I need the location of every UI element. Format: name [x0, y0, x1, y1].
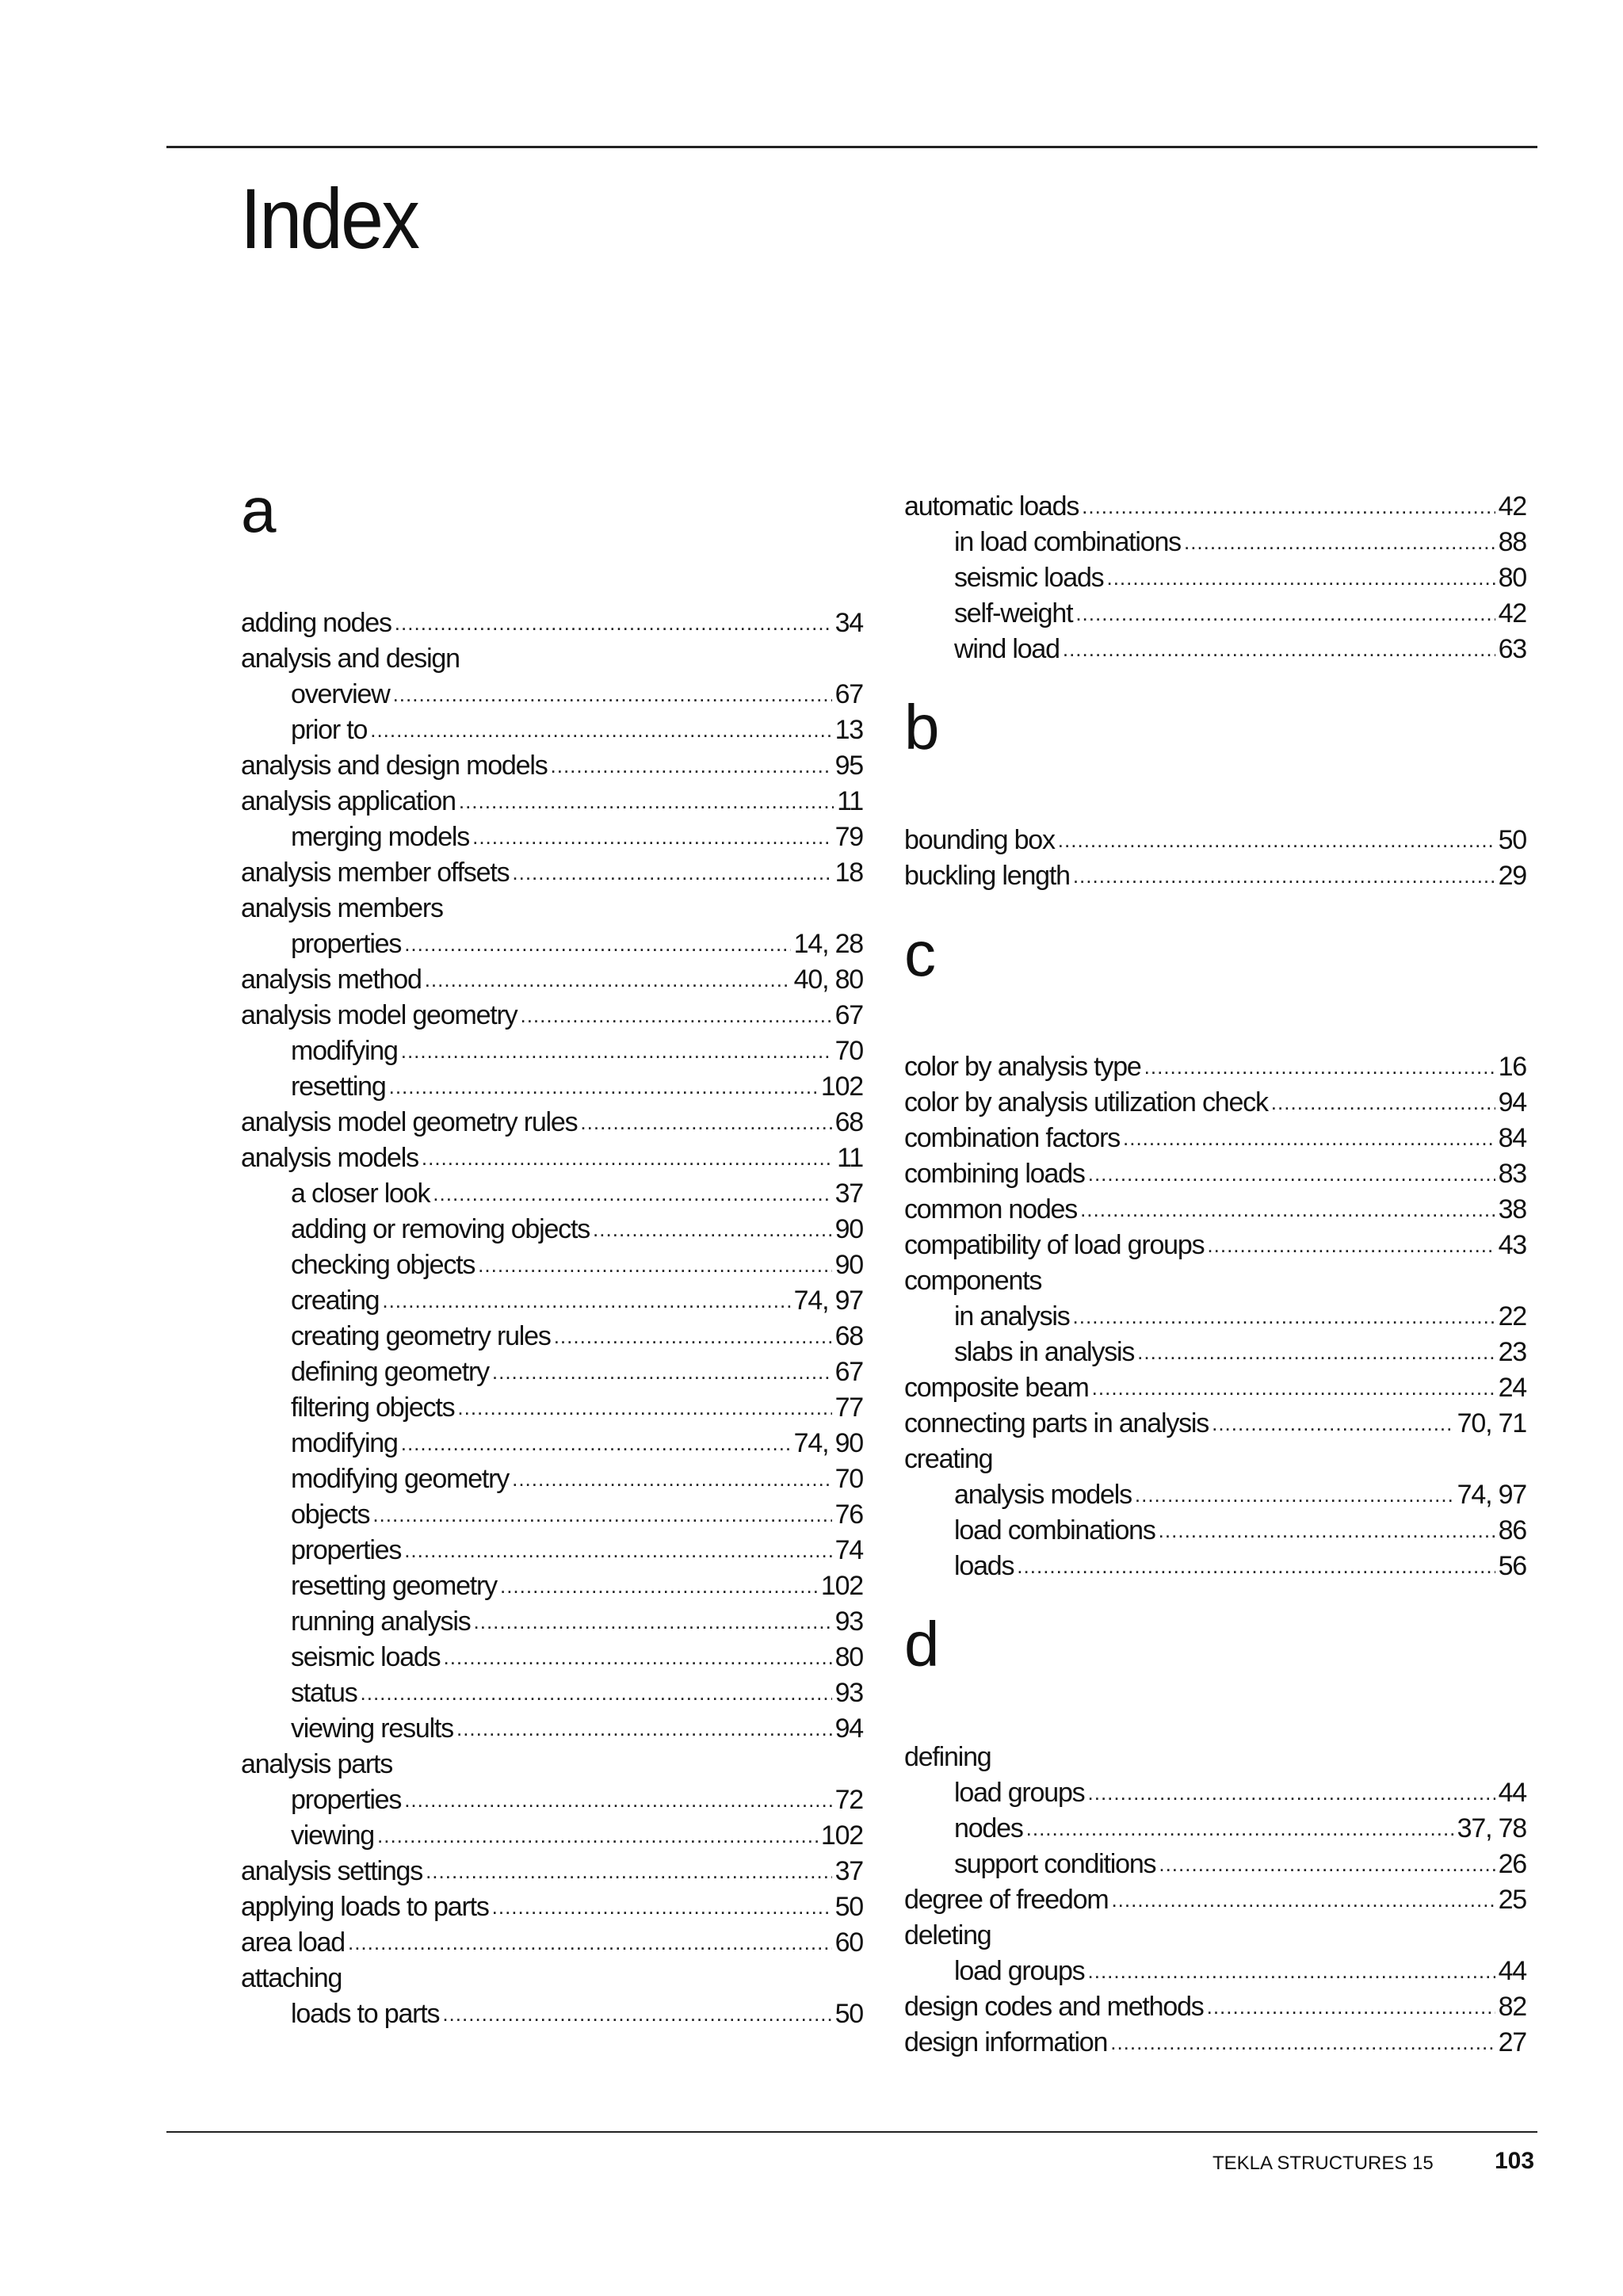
index-entry: [904, 1121, 1526, 1156]
entry-pages: 37, 78: [1457, 1813, 1526, 1843]
entry-term: analysis member offsets: [241, 858, 510, 888]
entry-term: objects: [291, 1499, 370, 1530]
index-entry: [904, 489, 1526, 525]
entry-term: color by analysis utilization check: [904, 1087, 1268, 1117]
section-letter: c: [904, 919, 936, 989]
entry-term: compatibility of load groups: [904, 1230, 1205, 1260]
dot-leader: [1135, 1476, 1454, 1513]
entry-term: seismic loads: [954, 563, 1104, 593]
dot-leader: [395, 604, 832, 641]
entry-pages: 84: [1498, 1123, 1526, 1153]
index-section: [904, 692, 1526, 894]
dot-leader: [580, 1103, 831, 1140]
index-entry: [241, 1854, 863, 1889]
index-entry: [904, 1049, 1526, 1085]
entry-term: loads to parts: [291, 1999, 440, 2029]
entry-term: seismic loads: [291, 1642, 441, 1672]
entry-term: in analysis: [954, 1301, 1070, 1331]
index-subentry: [241, 1426, 863, 1461]
entry-pages: 79: [834, 822, 863, 852]
entry-pages: 68: [834, 1321, 863, 1351]
index-subentry: [241, 1247, 863, 1283]
dot-leader: [1144, 1048, 1495, 1085]
dot-leader: [1063, 630, 1495, 667]
page-title: Index: [240, 170, 418, 266]
index-entry: [241, 606, 863, 641]
dot-leader: [401, 1424, 791, 1461]
entry-pages: 94: [834, 1713, 863, 1744]
index-subentry: [241, 1033, 863, 1069]
entry-term: analysis model geometry rules: [241, 1107, 578, 1137]
entry-term: loads: [954, 1551, 1014, 1581]
index-entry: [904, 1442, 1526, 1477]
entry-term: analysis models: [241, 1143, 418, 1173]
entry-pages: 34: [834, 608, 863, 638]
section-letter: a: [241, 475, 277, 545]
index-subentry: [241, 1212, 863, 1247]
section-letter: d: [904, 1609, 940, 1679]
dot-leader: [554, 1317, 832, 1354]
header-rule: [166, 146, 1537, 148]
entry-pages: 70: [834, 1036, 863, 1066]
entry-term: resetting: [291, 1072, 386, 1102]
entry-pages: 93: [834, 1606, 863, 1637]
entry-term: buckling length: [904, 861, 1070, 891]
entry-pages: 93: [834, 1678, 863, 1708]
entry-pages: 102: [820, 1072, 863, 1102]
entry-pages: 50: [1498, 825, 1526, 855]
index-subentry: [241, 677, 863, 712]
footer-product-name: TEKLA STRUCTURES 15: [1212, 2153, 1434, 2174]
dot-leader: [457, 1389, 831, 1426]
index-subentry: [241, 1283, 863, 1319]
entry-term: defining: [904, 1742, 991, 1772]
dot-leader: [1159, 1511, 1495, 1549]
entry-pages: 76: [834, 1499, 863, 1530]
entry-pages: 67: [834, 1357, 863, 1387]
index-entry: [904, 1406, 1526, 1442]
index-subentry: [241, 712, 863, 748]
entry-pages: 11: [837, 786, 863, 816]
dot-leader: [1137, 1333, 1495, 1370]
entry-term: analysis members: [241, 893, 443, 923]
section-letter: b: [904, 692, 940, 762]
index-subentry: [904, 1477, 1526, 1513]
entry-term: applying loads to parts: [241, 1892, 489, 1922]
entry-pages: 38: [1498, 1194, 1526, 1224]
dot-leader: [1106, 559, 1495, 596]
entry-pages: 72: [834, 1785, 863, 1815]
entry-term: load groups: [954, 1778, 1085, 1808]
index-subentry: [241, 1533, 863, 1568]
index-subentry: [241, 1818, 863, 1854]
entry-term: analysis application: [241, 786, 456, 816]
entry-pages: 102: [820, 1571, 863, 1601]
index-section: [904, 1609, 1526, 2061]
entry-term: analysis models: [954, 1480, 1132, 1510]
index-entry: [241, 962, 863, 998]
dot-leader: [492, 1888, 832, 1925]
entry-pages: 23: [1498, 1337, 1526, 1367]
entry-pages: 70, 71: [1457, 1408, 1526, 1438]
dot-leader: [1073, 1297, 1495, 1335]
index-entry: [241, 1105, 863, 1140]
index-entry: [241, 784, 863, 819]
index-entry: [904, 858, 1526, 894]
dot-leader: [348, 1924, 832, 1961]
entry-pages: 42: [1498, 491, 1526, 521]
entry-term: creating geometry rules: [291, 1321, 551, 1351]
index-entry: [241, 748, 863, 784]
entry-pages: 63: [1498, 634, 1526, 664]
entry-term: self-weight: [954, 598, 1073, 628]
index-entry: [241, 1925, 863, 1961]
index-entry: [904, 1263, 1526, 1299]
index-subentry: [241, 1497, 863, 1533]
entry-term: load groups: [954, 1956, 1085, 1986]
index-subentry: [241, 1604, 863, 1640]
index-section: [241, 475, 863, 2032]
entry-pages: 83: [1498, 1159, 1526, 1189]
index-subentry: [904, 560, 1526, 596]
entry-term: adding or removing objects: [291, 1214, 590, 1244]
entry-term: composite beam: [904, 1373, 1089, 1403]
index-entry: [904, 823, 1526, 858]
entry-term: nodes: [954, 1813, 1023, 1843]
index-entry: [904, 1918, 1526, 1954]
dot-leader: [426, 1852, 832, 1889]
entry-term: prior to: [291, 715, 368, 745]
dot-leader: [492, 1353, 832, 1390]
index-subentry: [241, 1711, 863, 1747]
dot-leader: [377, 1817, 818, 1854]
entry-pages: 40, 80: [793, 965, 863, 995]
entry-pages: 67: [834, 679, 863, 709]
index-subentry: [241, 1782, 863, 1818]
dot-leader: [512, 1460, 831, 1497]
entry-term: design codes and methods: [904, 1992, 1204, 2022]
dot-leader: [1058, 821, 1495, 858]
entry-pages: 13: [834, 715, 863, 745]
index-subentry: [241, 926, 863, 962]
entry-term: deleting: [904, 1920, 991, 1950]
dot-leader: [593, 1210, 832, 1247]
entry-pages: 56: [1498, 1551, 1526, 1581]
dot-leader: [1207, 1226, 1495, 1263]
index-subentry: [904, 1549, 1526, 1584]
entry-term: connecting parts in analysis: [904, 1408, 1209, 1438]
entry-pages: 14, 28: [793, 929, 863, 959]
entry-term: combining loads: [904, 1159, 1085, 1189]
index-section: [904, 919, 1526, 1584]
dot-leader: [372, 1496, 831, 1533]
footer-rule: [166, 2131, 1537, 2133]
entry-term: support conditions: [954, 1849, 1156, 1879]
entry-term: analysis and design: [241, 644, 460, 674]
dot-leader: [404, 1781, 831, 1818]
index-subentry: [241, 1176, 863, 1212]
entry-pages: 50: [834, 1999, 863, 2029]
entry-term: in load combinations: [954, 527, 1181, 557]
entry-term: merging models: [291, 822, 470, 852]
entry-term: wind load: [954, 634, 1060, 664]
dot-leader: [422, 1139, 834, 1176]
dot-leader: [551, 747, 832, 784]
index-subentry: [904, 1954, 1526, 1989]
dot-leader: [512, 854, 831, 891]
entry-term: running analysis: [291, 1606, 471, 1637]
index-entry: [241, 1747, 863, 1782]
entry-pages: 29: [1498, 861, 1526, 891]
dot-leader: [1184, 523, 1495, 560]
entry-pages: 27: [1498, 2027, 1526, 2057]
index-entry: [904, 1989, 1526, 2025]
entry-term: analysis and design models: [241, 751, 548, 781]
entry-pages: 74, 97: [793, 1286, 863, 1316]
index-entry: [904, 2025, 1526, 2061]
page-number: 103: [1495, 2148, 1535, 2174]
entry-term: adding nodes: [241, 608, 391, 638]
index-subentry: [241, 1461, 863, 1497]
dot-leader: [1092, 1369, 1495, 1406]
dot-leader: [382, 1282, 790, 1319]
entry-term: area load: [241, 1927, 345, 1958]
entry-pages: 24: [1498, 1373, 1526, 1403]
entry-term: creating: [291, 1286, 380, 1316]
entry-pages: 67: [834, 1000, 863, 1030]
entry-pages: 86: [1498, 1515, 1526, 1545]
entry-pages: 37: [834, 1856, 863, 1886]
index-subentry: [241, 819, 863, 855]
index-subentry: [241, 1354, 863, 1390]
index-subentry: [904, 596, 1526, 632]
entry-term: properties: [291, 1535, 402, 1565]
index-entry: [241, 1889, 863, 1925]
entry-pages: 90: [834, 1214, 863, 1244]
dot-leader: [1080, 1190, 1495, 1228]
entry-term: bounding box: [904, 825, 1055, 855]
entry-term: status: [291, 1678, 357, 1708]
index-subentry: [241, 1390, 863, 1426]
entry-term: properties: [291, 929, 402, 959]
dot-leader: [370, 711, 831, 748]
index-subentry: [904, 1847, 1526, 1882]
entry-pages: 74, 97: [1457, 1480, 1526, 1510]
entry-pages: 95: [834, 751, 863, 781]
entry-pages: 77: [834, 1392, 863, 1423]
entry-term: automatic loads: [904, 491, 1079, 521]
dot-leader: [500, 1567, 818, 1604]
index-subentry: [904, 1335, 1526, 1370]
entry-pages: 44: [1498, 1778, 1526, 1808]
dot-leader: [1073, 857, 1495, 894]
index-subentry: [241, 1996, 863, 2032]
entry-pages: 11: [837, 1143, 863, 1173]
entry-term: a closer look: [291, 1179, 430, 1209]
index-subentry: [904, 1299, 1526, 1335]
index-subentry: [241, 1640, 863, 1675]
entry-pages: 50: [834, 1892, 863, 1922]
index-entry: [904, 1740, 1526, 1775]
index-entry: [241, 641, 863, 677]
index-entry: [904, 1156, 1526, 1192]
entry-term: viewing: [291, 1820, 374, 1851]
entry-pages: 43: [1498, 1230, 1526, 1260]
entry-pages: 80: [834, 1642, 863, 1672]
entry-pages: 70: [834, 1464, 863, 1494]
index-subentry: [904, 1811, 1526, 1847]
entry-term: modifying: [291, 1036, 398, 1066]
entry-pages: 37: [834, 1179, 863, 1209]
dot-leader: [1082, 487, 1495, 525]
dot-leader: [425, 961, 791, 998]
dot-leader: [404, 1531, 831, 1568]
entry-pages: 80: [1498, 563, 1526, 593]
dot-leader: [1088, 1952, 1495, 1989]
index-subentry: [241, 1319, 863, 1354]
entry-term: load combinations: [954, 1515, 1155, 1545]
dot-leader: [1110, 2023, 1495, 2061]
entry-term: overview: [291, 679, 390, 709]
entry-term: creating: [904, 1444, 993, 1474]
index-entry: [241, 891, 863, 926]
dot-leader: [1088, 1155, 1495, 1192]
entry-pages: 42: [1498, 598, 1526, 628]
index-entry: [241, 855, 863, 891]
dot-leader: [442, 1995, 831, 2032]
entry-pages: 68: [834, 1107, 863, 1137]
index-entry: [241, 1140, 863, 1176]
index-subentry: [904, 525, 1526, 560]
dot-leader: [1207, 1988, 1495, 2025]
entry-term: resetting geometry: [291, 1571, 497, 1601]
entry-pages: 26: [1498, 1849, 1526, 1879]
index-subentry: [241, 1069, 863, 1105]
dot-leader: [404, 925, 790, 962]
entry-term: analysis model geometry: [241, 1000, 517, 1030]
dot-leader: [1111, 1881, 1495, 1918]
index-entry: [904, 1228, 1526, 1263]
dot-leader: [389, 1068, 818, 1105]
entry-term: attaching: [241, 1963, 342, 1993]
entry-term: color by analysis type: [904, 1052, 1141, 1082]
index-subentry: [241, 1568, 863, 1604]
entry-term: degree of freedom: [904, 1885, 1109, 1915]
entry-term: properties: [291, 1785, 402, 1815]
entry-term: filtering objects: [291, 1392, 455, 1423]
entry-pages: 90: [834, 1250, 863, 1280]
index-entry: [904, 1882, 1526, 1918]
dot-leader: [1271, 1083, 1495, 1121]
entry-pages: 94: [1498, 1087, 1526, 1117]
entry-term: common nodes: [904, 1194, 1078, 1224]
entry-term: slabs in analysis: [954, 1337, 1135, 1367]
entry-pages: 25: [1498, 1885, 1526, 1915]
index-subentry: [904, 1775, 1526, 1811]
entry-term: analysis method: [241, 965, 422, 995]
index-column-right: [904, 489, 1526, 2061]
entry-pages: 16: [1498, 1052, 1526, 1082]
entry-term: modifying geometry: [291, 1464, 510, 1494]
dot-leader: [1159, 1845, 1495, 1882]
entry-term: analysis parts: [241, 1749, 393, 1779]
dot-leader: [459, 782, 834, 819]
dot-leader: [361, 1674, 832, 1711]
entry-term: modifying: [291, 1428, 398, 1458]
index-column-left: [241, 475, 863, 2032]
entry-term: viewing results: [291, 1713, 453, 1744]
dot-leader: [1212, 1404, 1454, 1442]
dot-leader: [520, 996, 831, 1033]
dot-leader: [443, 1638, 831, 1675]
entry-term: components: [904, 1266, 1042, 1296]
dot-leader: [401, 1032, 832, 1069]
index-section: [904, 489, 1526, 667]
dot-leader: [1075, 594, 1495, 632]
entry-pages: 88: [1498, 527, 1526, 557]
entry-pages: 22: [1498, 1301, 1526, 1331]
entry-pages: 102: [820, 1820, 863, 1851]
entry-term: checking objects: [291, 1250, 475, 1280]
dot-leader: [474, 1603, 832, 1640]
entry-pages: 60: [834, 1927, 863, 1958]
dot-leader: [1017, 1547, 1495, 1584]
entry-pages: 44: [1498, 1956, 1526, 1986]
entry-term: defining geometry: [291, 1357, 489, 1387]
index-entry: [904, 1085, 1526, 1121]
entry-pages: 18: [834, 858, 863, 888]
dot-leader: [478, 1246, 831, 1283]
entry-term: analysis settings: [241, 1856, 423, 1886]
dot-leader: [456, 1710, 832, 1747]
dot-leader: [393, 675, 832, 712]
entry-term: design information: [904, 2027, 1108, 2057]
index-entry: [904, 1192, 1526, 1228]
index-entry: [241, 998, 863, 1033]
entry-pages: 82: [1498, 1992, 1526, 2022]
dot-leader: [1026, 1809, 1454, 1847]
dot-leader: [1123, 1119, 1495, 1156]
dot-leader: [472, 818, 831, 855]
index-entry: [241, 1961, 863, 1996]
dot-leader: [433, 1175, 831, 1212]
entry-pages: 74: [834, 1535, 863, 1565]
index-subentry: [904, 1513, 1526, 1549]
index-entry: [904, 1370, 1526, 1406]
dot-leader: [1088, 1774, 1495, 1811]
entry-pages: 74, 90: [793, 1428, 863, 1458]
index-subentry: [904, 632, 1526, 667]
index-subentry: [241, 1675, 863, 1711]
entry-term: combination factors: [904, 1123, 1121, 1153]
